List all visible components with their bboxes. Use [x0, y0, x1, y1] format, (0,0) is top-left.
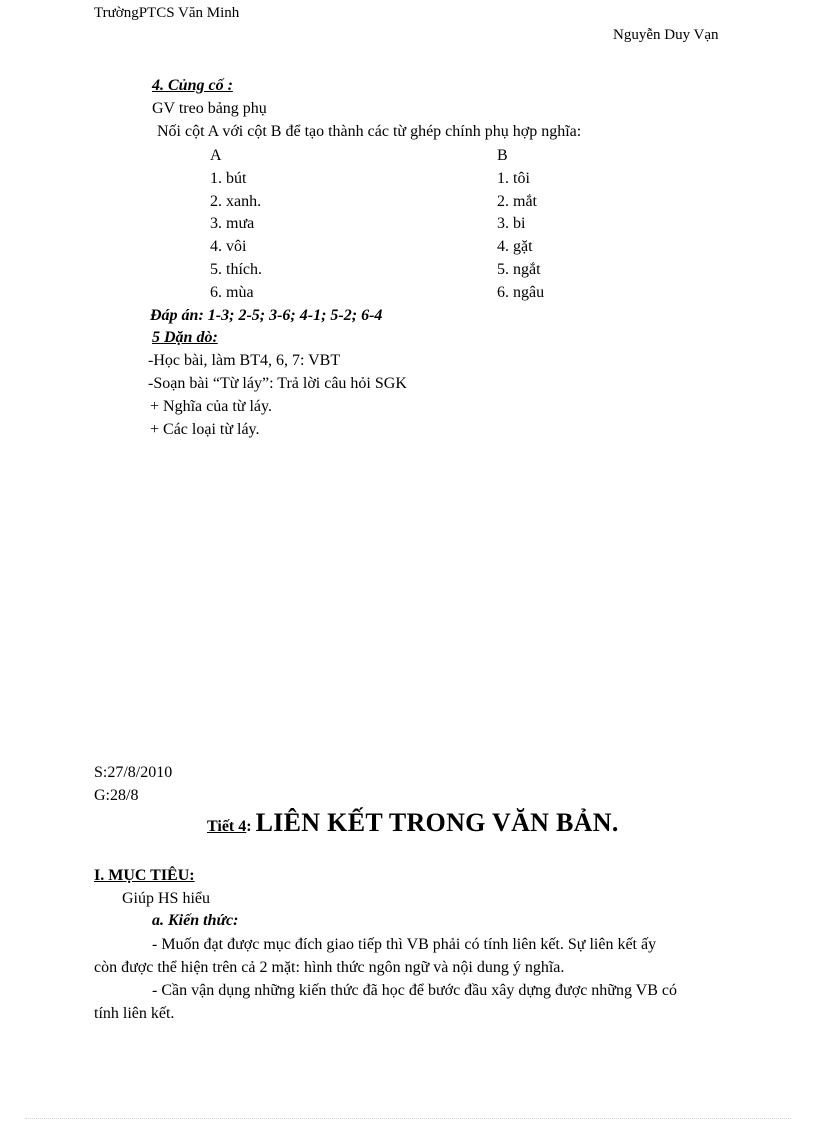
- objective-text: - Cần vận dụng những kiến thức đã học để bước đầu xây dựng được những VB có: [152, 982, 677, 999]
- objectives-intro: Giúp HS hiểu: [122, 890, 210, 907]
- column-b-item: 2. mắt: [497, 193, 537, 210]
- answer-key: Đáp án: 1-3; 2-5; 3-6; 4-1; 5-2; 6-4: [150, 307, 383, 324]
- date-prepared: S:27/8/2010: [94, 764, 173, 781]
- column-b-item: 3. bi: [497, 215, 526, 232]
- column-a-item: 1. bút: [210, 170, 247, 187]
- column-b-item: 6. ngâu: [497, 284, 545, 301]
- lesson-number: Tiết 4: [207, 818, 247, 835]
- knowledge-heading: a. Kiến thức:: [152, 912, 239, 929]
- objective-text: tính liên kết.: [94, 1005, 175, 1022]
- title-colon: :: [246, 818, 252, 835]
- homework-line: + Các loại từ láy.: [150, 421, 260, 438]
- column-a-item: 5. thích.: [210, 261, 262, 278]
- date-taught: G:28/8: [94, 787, 139, 804]
- homework-line: + Nghĩa của từ láy.: [150, 398, 272, 415]
- school-name: TrườngPTCS Văn Minh: [94, 5, 240, 21]
- column-a-item: 4. vôi: [210, 238, 247, 255]
- section-4-heading: 4. Củng cố :: [152, 77, 233, 94]
- column-a-item: 3. mưa: [210, 215, 255, 232]
- column-a-header: A: [210, 147, 222, 164]
- lesson-title: [207, 808, 619, 838]
- page-bottom-border: [25, 1118, 791, 1119]
- column-b-item: 4. gặt: [497, 238, 533, 255]
- lesson-title-main: LIÊN KẾT TRONG VĂN BẢN.: [255, 808, 619, 837]
- homework-line: -Học bài, làm BT4, 6, 7: VBT: [148, 352, 341, 369]
- column-b-item: 1. tôi: [497, 170, 530, 187]
- column-b-item: 5. ngắt: [497, 261, 541, 278]
- objective-text: - Muốn đạt được mục đích giao tiếp thì VB phải có tính liên kết. Sự liên kết ấy: [152, 936, 657, 953]
- homework-line: -Soạn bài “Từ láy”: Trả lời câu hỏi SGK: [148, 375, 407, 392]
- column-a-item: 6. mùa: [210, 284, 254, 301]
- author-name: Nguyễn Duy Vạn: [613, 27, 719, 43]
- section-4-intro: GV treo bảng phụ: [152, 100, 267, 117]
- section-4-instruction: Nối cột A với cột B để tạo thành các từ ghép chính phụ hợp nghĩa:: [157, 123, 582, 140]
- section-5-heading: 5 Dặn dò:: [152, 329, 218, 346]
- column-a-item: 2. xanh.: [210, 193, 262, 210]
- objectives-heading: I. MỤC TIÊU:: [94, 867, 195, 884]
- column-b-header: B: [497, 147, 508, 164]
- objective-text: còn được thể hiện trên cả 2 mặt: hình thức ngôn ngữ và nội dung ý nghĩa.: [94, 959, 565, 976]
